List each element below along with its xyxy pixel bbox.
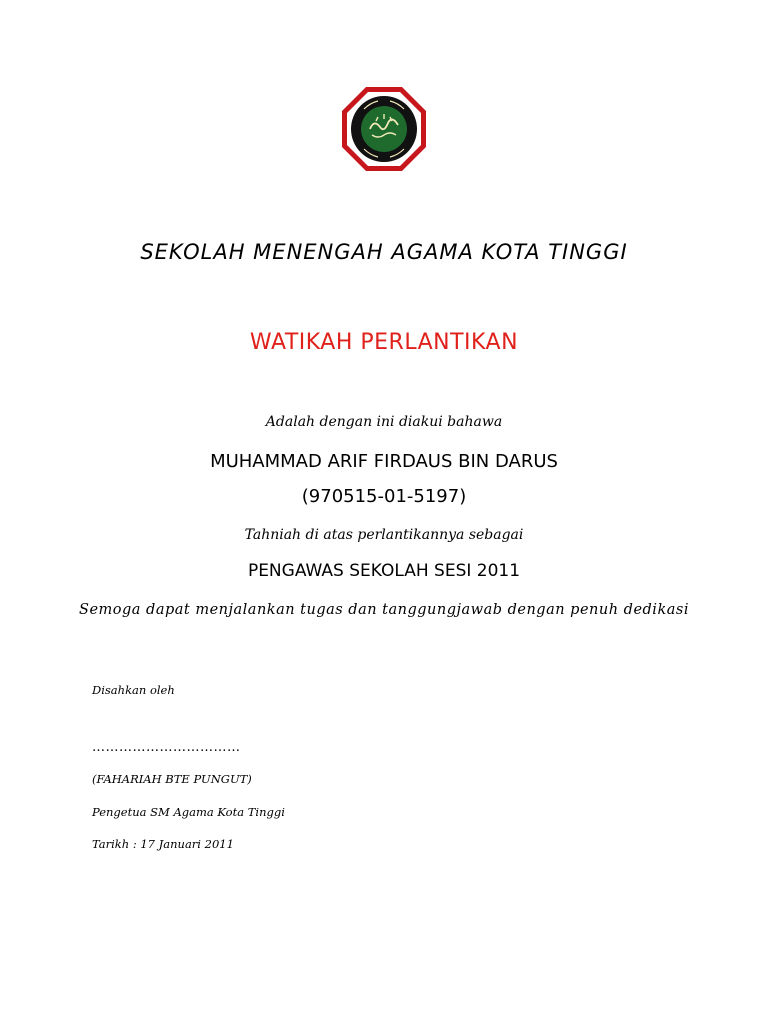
- signature-line: ……………………………: [92, 740, 241, 755]
- recipient-name: MUHAMMAD ARIF FIRDAUS BIN DARUS: [210, 451, 558, 472]
- appointed-position: PENGAWAS SEKOLAH SESI 2011: [247, 561, 521, 581]
- wish-text: Semoga dapat menjalankan tugas dan tanggungjawab dengan penuh dedikasi: [79, 602, 689, 618]
- certificate-date: Tarikh : 17 Januari 2011: [92, 837, 234, 851]
- recipient-id: (970515-01-5197): [301, 486, 467, 507]
- signatory-name: (FAHARIAH BTE PUNGUT): [92, 772, 252, 786]
- certificate-title: WATIKAH PERLANTIKAN: [249, 330, 519, 355]
- signatory-title: Pengetua SM Agama Kota Tinggi: [92, 805, 285, 819]
- approved-by-label: Disahkan oleh: [92, 683, 175, 697]
- school-name: SEKOLAH MENENGAH AGAMA KOTA TINGGI: [140, 240, 628, 264]
- intro-text: Adalah dengan ini diakui bahawa: [265, 414, 503, 430]
- school-crest-icon: [340, 85, 428, 173]
- congrats-text: Tahniah di atas perlantikannya sebagai: [244, 527, 524, 543]
